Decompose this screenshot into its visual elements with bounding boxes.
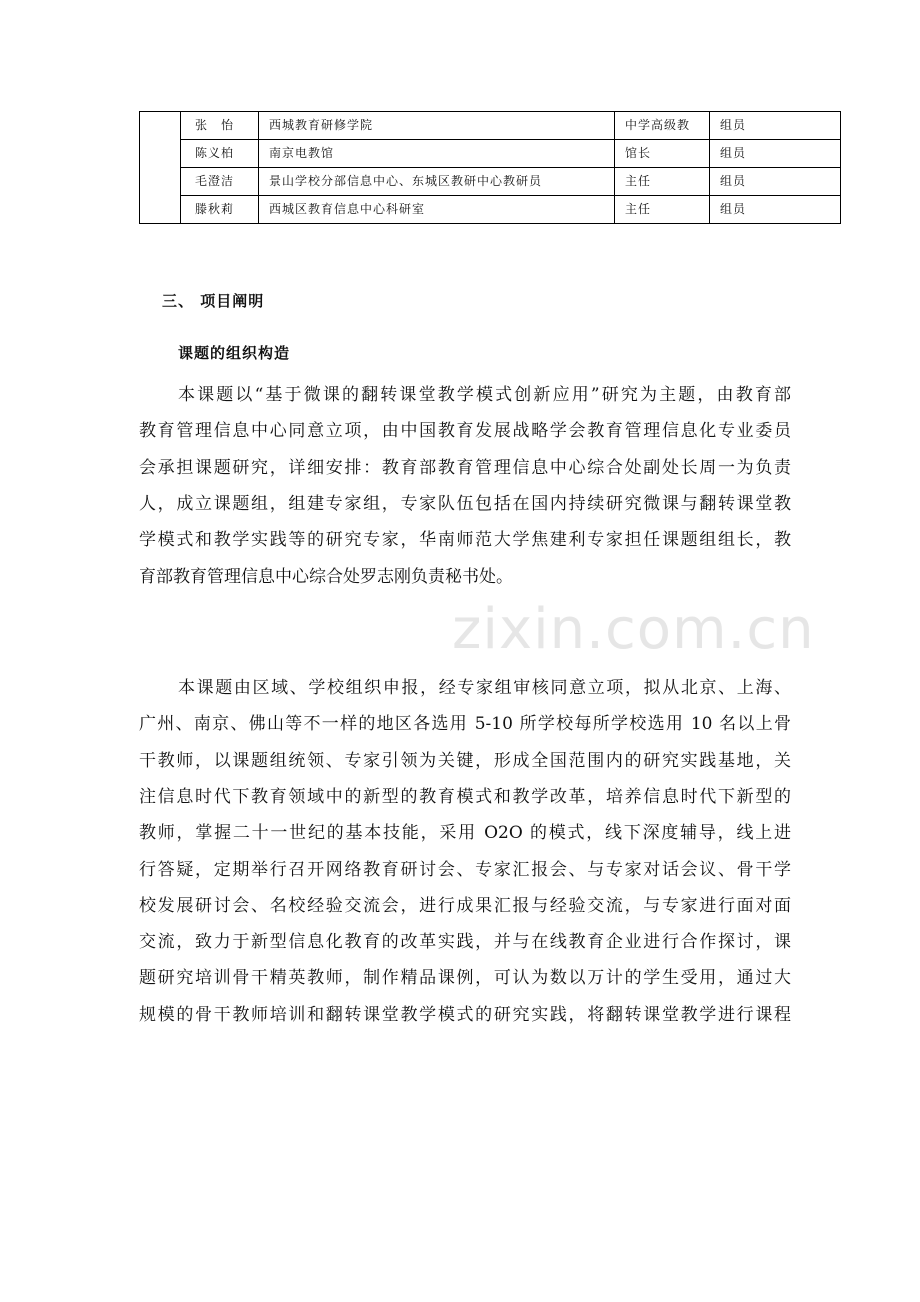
paragraph-line: 题研究培训骨干精英教师，制作精品课例，可认为数以万计的学生受用，通过大 [139, 968, 791, 988]
paragraph-line: 教育管理信息中心同意立项，由中国教育发展战略学会教育管理信息化专业委员 [139, 421, 791, 441]
table-row [140, 140, 841, 168]
member-name-cell: 张 怡 [181, 112, 259, 140]
paragraph-line: 人，成立课题组，组建专家组，专家队伍包括在国内持续研究微课与翻转课堂教 [139, 494, 791, 514]
merged-group-cell [140, 112, 181, 224]
member-org-cell: 西城教育研修学院 [259, 112, 615, 140]
member-title-cell: 主任 [615, 196, 710, 224]
table-row [140, 112, 841, 140]
paragraph-line: 交流，致力于新型信息化教育的改革实践，并与在线教育企业进行合作探讨，课 [139, 932, 791, 952]
member-title-cell: 主任 [615, 168, 710, 196]
member-name-cell: 滕秋莉 [181, 196, 259, 224]
paragraph-line: 行答疑，定期举行召开网络教育研讨会、专家汇报会、与专家对话会议、骨干学 [139, 860, 791, 880]
member-name-cell: 陈义柏 [181, 140, 259, 168]
paragraph-line: 校发展研讨会、名校经验交流会，进行成果汇报与经验交流，与专家进行面对面 [139, 896, 791, 916]
subsection-heading: 课题的组织构造 [178, 344, 291, 362]
table-row [140, 196, 841, 224]
member-role-cell: 组员 [710, 112, 841, 140]
paragraph-line: 会承担课题研究，详细安排：教育部教育管理信息中心综合处副处长周一为负责 [139, 458, 791, 478]
watermark-text: zixin.com.cn [452, 597, 815, 662]
table-row [140, 168, 841, 196]
member-table [139, 111, 841, 224]
member-org-cell: 西城区教育信息中心科研室 [259, 196, 615, 224]
member-org-cell: 南京电教馆 [259, 140, 615, 168]
member-name-cell: 毛澄洁 [181, 168, 259, 196]
paragraph-line: 本课题由区域、学校组织申报，经专家组审核同意立项，拟从北京、上海、 [178, 678, 791, 698]
member-title-cell: 中学高级教 [615, 112, 710, 140]
paragraph-line: 广州、南京、佛山等不一样的地区各选用 5-10 所学校每所学校选用 10 名以上骨 [139, 714, 791, 734]
paragraph-line: 学模式和教学实践等的研究专家，华南师范大学焦建利专家担任课题组组长，教 [139, 530, 791, 550]
paragraph-line: 注信息时代下教育领域中的新型的教育模式和教学改革，培养信息时代下新型的 [139, 787, 791, 807]
paragraph-line: 规模的骨干教师培训和翻转课堂教学模式的研究实践，将翻转课堂教学进行课程 [139, 1005, 791, 1025]
paragraph-line: 育部教育管理信息中心综合处罗志刚负责秘书处。 [139, 567, 513, 587]
paragraph-line: 干教师，以课题组统领、专家引领为关键，形成全国范围内的研究实践基地，关 [139, 751, 791, 771]
member-role-cell: 组员 [710, 140, 841, 168]
member-title-cell: 馆长 [615, 140, 710, 168]
section-heading: 三、 项目阐明 [162, 292, 265, 310]
member-org-cell: 景山学校分部信息中心、东城区教研中心教研员 [259, 168, 615, 196]
member-role-cell: 组员 [710, 196, 841, 224]
member-table-body [140, 112, 841, 224]
paragraph-line: 教师，掌握二十一世纪的基本技能，采用 O2O 的模式，线下深度辅导，线上进 [139, 823, 791, 843]
member-role-cell: 组员 [710, 168, 841, 196]
paragraph-line: 本课题以“基于微课的翻转课堂教学模式创新应用”研究为主题，由教育部 [178, 385, 791, 405]
